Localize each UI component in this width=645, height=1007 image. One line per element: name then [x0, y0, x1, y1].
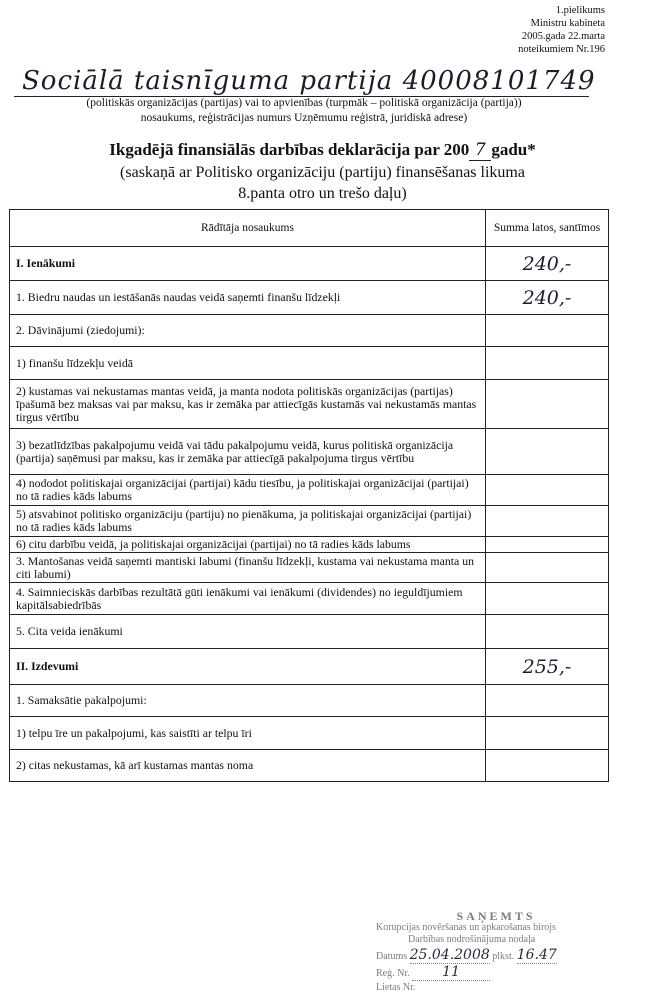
table-row — [10, 347, 609, 380]
amount-cell[interactable] — [486, 583, 609, 615]
annex-line: 1.pielikums — [555, 5, 605, 16]
annex-line: noteikumiem Nr.196 — [518, 44, 605, 55]
table-row — [10, 649, 609, 685]
stamp-reg-label: Reģ. Nr. — [376, 968, 410, 979]
table-row — [10, 717, 609, 750]
amount-value: 240,- — [522, 252, 572, 275]
annex-line: 2005.gada 22.marta — [521, 31, 605, 42]
row-label: 2. Dāvinājumi (ziedojumi): — [10, 315, 486, 347]
row-label: 1) finanšu līdzekļu veidā — [10, 347, 486, 380]
stamp-line: Korupcijas novēršanas un apkarošanas birojs — [376, 922, 556, 933]
amount-value: 240,- — [522, 286, 572, 309]
amount-cell[interactable] — [486, 615, 609, 649]
stamp-date-value: 25.04.2008 — [409, 947, 490, 963]
amount-cell[interactable] — [486, 429, 609, 475]
table-row — [10, 537, 609, 553]
annex-reference — [445, 4, 605, 56]
amount-cell[interactable] — [486, 247, 609, 281]
table-row — [10, 506, 609, 537]
organization-name-field[interactable] — [14, 62, 596, 97]
row-label: 2) kustamas vai nekustamas mantas veidā, ja manta nodota politiskās organizācijas (partijas) īpašumā bez maksas vai par maksu, kas ir zemāka par attiecīgās kustamās vai nekustamās mantas tirgus vērtību — [10, 380, 486, 429]
amount-cell[interactable] — [486, 281, 609, 315]
stamp-reg-value: 11 — [412, 964, 490, 981]
stamp-head: SAŅEMTS — [456, 909, 536, 923]
table-row — [10, 475, 609, 506]
row-label: I. Ienākumi — [10, 247, 486, 281]
amount-cell[interactable] — [486, 475, 609, 506]
column-header-sum: Summa latos, santīmos — [486, 210, 609, 247]
row-label: 4) nododot politiskajai organizācijai (partijai) kādu tiesību, ja politiskajai organizācijai (partijai) no tā radies kāds labums — [10, 475, 486, 506]
row-label: 1. Biedru naudas un iestāšanās naudas veidā saņemti finanšu līdzekļi — [10, 281, 486, 315]
amount-cell[interactable] — [486, 685, 609, 717]
table-row — [10, 685, 609, 717]
stamp-time-label: plkst. — [492, 951, 515, 962]
page-title — [0, 140, 645, 161]
stamp-line: Darbības nodrošinājuma nodaļa — [408, 934, 536, 945]
amount-cell[interactable] — [486, 717, 609, 750]
amount-cell[interactable] — [486, 315, 609, 347]
stamp-case-label: Lietas Nr. — [376, 982, 416, 993]
amount-cell[interactable] — [486, 537, 609, 553]
subtitle-line: 8.panta otro un trešo daļu) — [238, 185, 407, 202]
subtitle-line: (saskaņā ar Politisko organizāciju (partiju) finansēšanas likuma — [120, 164, 525, 181]
table-row — [10, 553, 609, 583]
row-label: 3. Mantošanas veidā saņemti mantiski labumi (finanšu līdzekļi, kustama vai nekustama manta un citi labumi) — [10, 553, 486, 583]
amount-cell[interactable] — [486, 347, 609, 380]
row-label: 2) citas nekustamas, kā arī kustamas mantas noma — [10, 750, 486, 782]
title-suffix: gadu* — [491, 140, 536, 159]
annex-line: Ministru kabineta — [530, 18, 605, 29]
organization-caption — [24, 96, 584, 126]
amount-cell[interactable] — [486, 553, 609, 583]
table-row — [10, 281, 609, 315]
column-header-name: Rādītāja nosaukums — [10, 210, 486, 247]
caption-line: (politiskās organizācijas (partijas) vai to apvienības (turpmāk – politiskā organizācija (partija)) — [86, 97, 522, 109]
table-row — [10, 315, 609, 347]
row-label: 1) telpu īre un pakalpojumi, kas saistīti ar telpu īri — [10, 717, 486, 750]
year-field[interactable]: 7 — [469, 140, 491, 161]
row-label: II. Izdevumi — [10, 649, 486, 685]
row-label: 3) bezatlīdzības pakalpojumu veidā vai tādu pakalpojumu veidā, kurus politiskā organizācija (partija) saņēmusi par maksu, kas ir zemāka par attiecīgā pakalpojuma tirgus vērtību — [10, 429, 486, 475]
table-row — [10, 247, 609, 281]
received-stamp — [376, 910, 616, 1002]
table-row — [10, 750, 609, 782]
amount-cell[interactable] — [486, 649, 609, 685]
row-label: 5) atsvabinot politisko organizāciju (partiju) no pienākuma, ja politiskajai organizācijai (partijai) no tā radies kāds labums — [10, 506, 486, 537]
table-row — [10, 429, 609, 475]
stamp-date-label: Datums — [376, 951, 408, 962]
stamp-time-value: 16.47 — [516, 947, 557, 963]
row-label: 4. Saimnieciskās darbības rezultātā gūti ienākumi vai ienākumi (dividendes) no ieguldījumiem kapitālsabiedrībās — [10, 583, 486, 615]
amount-cell[interactable] — [486, 506, 609, 537]
caption-line: nosaukums, reģistrācijas numurs Uzņēmumu reģistrā, juridiskā adrese) — [140, 112, 468, 124]
row-label: 5. Cita veida ienākumi — [10, 615, 486, 649]
organization-handwritten-name: Sociālā taisnīguma partija 40008101749 — [22, 66, 596, 96]
page-subtitle — [0, 162, 645, 204]
table-row — [10, 380, 609, 429]
table-row — [10, 615, 609, 649]
row-label: 6) citu darbību veidā, ja politiskajai organizācijai (partijai) no tā radies kāds labums — [10, 537, 486, 553]
table-row — [10, 583, 609, 615]
declaration-table — [9, 209, 609, 782]
amount-cell[interactable] — [486, 380, 609, 429]
amount-value: 255,- — [522, 655, 572, 678]
title-prefix: Ikgadējā finansiālās darbības deklarācija par 200 — [109, 140, 470, 159]
amount-cell[interactable] — [486, 750, 609, 782]
row-label: 1. Samaksātie pakalpojumi: — [10, 685, 486, 717]
